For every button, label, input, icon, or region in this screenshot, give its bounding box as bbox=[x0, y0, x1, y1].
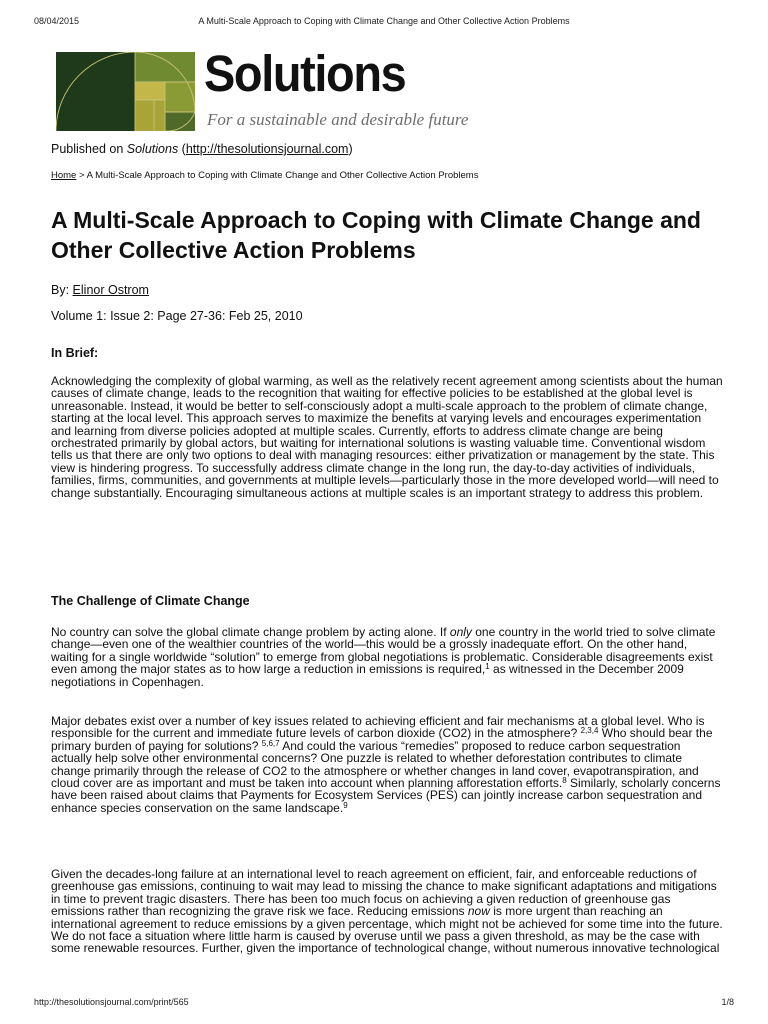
in-brief-heading: In Brief: bbox=[51, 346, 99, 360]
footnote-ref[interactable]: 1 bbox=[485, 662, 490, 672]
p2-text-b: one country in the world tried to solve climate change—even one of the wealthier countries of the world—this would be a grossly inadequate effort. On the other hand, waiting for a single worldwide “solution” to emerge from global negotiations is problematic. Considerable disagreements exist even among the major states as to how large a reduction in emissions is required, bbox=[51, 625, 716, 677]
p2-text-c: as witnessed in the December 2009 negotiations in Copenhagen. bbox=[51, 662, 684, 689]
published-close-paren: ) bbox=[348, 142, 353, 156]
print-header bbox=[34, 16, 734, 30]
breadcrumb bbox=[51, 170, 478, 181]
published-site-name: Solutions bbox=[126, 142, 179, 156]
footnote-ref[interactable]: 2,3,4 bbox=[580, 726, 599, 736]
in-brief-paragraph: Acknowledging the complexity of global warming, as well as the relatively recent agreement among scientists about the human causes of climate change, leads to the recognition that waiting for effective policies to be established at the global level is unreasonable. Instead, it would be better to self-consciously adopt a multi-scale approach to the problem of climate change, starting at the local level. This approach serves to maximize the benefits at varying levels and encourages experimentation and learning from diverse policies adopted at multiple scales. Currently, efforts to address climate change are being orchestrated primarily by global actors, but waiting for international solutions is wasting valuable time. Conventional wisdom tells us that there are only two options to deal with managing resources: either privatization or management by the state. This view is hindering progress. To successfully address climate change in the long run, the day-to-day activities of individuals, families, firms, communities, and governments at multiple levels—particularly those in the more developed world—will need to change substantially. Encouraging simultaneous actions at multiple scales is an important strategy to address this problem. bbox=[51, 374, 723, 500]
golden-spiral-logo-icon bbox=[56, 52, 195, 131]
logo-wordmark: Solutions bbox=[204, 45, 406, 102]
p3-text-c: And could the various “remedies” proposed to reduce carbon sequestration actually help solve other environmental concerns? One puzzle is related to whether deforestation contributes to climate change primarily through the release of CO2 to the atmosphere or whether changes in land cover, evapotranspiration, and cloud cover are as important and must be taken into account when planning afforestation efforts. bbox=[51, 738, 699, 791]
byline-label: By: bbox=[51, 283, 73, 297]
p3-text-b: Who should bear the primary burden of paying for solutions? bbox=[51, 726, 713, 753]
section-heading: The Challenge of Climate Change bbox=[51, 594, 250, 608]
page-number: 1/8 bbox=[721, 997, 734, 1007]
print-page-title: A Multi-Scale Approach to Coping with Climate Change and Other Collective Action Problems bbox=[198, 16, 570, 26]
article-title: A Multi-Scale Approach to Coping with Climate Change and Other Collective Action Problems bbox=[51, 207, 701, 263]
p2-text-a: No country can solve the global climate change problem by acting alone. If bbox=[51, 625, 450, 639]
byline bbox=[51, 283, 149, 297]
published-prefix: Published on bbox=[51, 142, 127, 156]
p2-emphasis: only bbox=[449, 625, 472, 639]
body-paragraph-1 bbox=[51, 626, 723, 688]
footnote-ref[interactable]: 8 bbox=[562, 776, 567, 786]
breadcrumb-current: A Multi-Scale Approach to Coping with Climate Change and Other Collective Action Problems bbox=[86, 170, 479, 181]
logo-tagline: For a sustainable and desirable future bbox=[207, 110, 469, 129]
p4-text-a: Given the decades-long failure at an international level to reach agreement on efficient, fair, and enforceable reductions of greenhouse gas emissions, continuing to wait may lead to missing the chance to make significant adaptations and mitigations in time to prevent tragic disasters. There has been too much focus on achieving a given reduction of greenhouse gas emissions rather than recognizing the grave risk we face. Reducing emissions bbox=[51, 867, 717, 919]
p3-text-d: Similarly, scholarly concerns have been raised about claims that Payments for Ecosystem Services (PES) can jointly increase carbon sequestration and enhance species conservation on the same landscape. bbox=[51, 776, 721, 815]
breadcrumb-separator: > bbox=[76, 170, 87, 181]
footnote-ref[interactable]: 9 bbox=[343, 800, 348, 810]
p4-text-b: is more urgent than reaching an international agreement to reduce emissions by a given percentage, which might not be achieved for some time into the future. We do not face a situation where little harm is caused by overuse until we pass a given threshold, as may be the case with some renewable resources. Further, given the importance of technological change, without numerous innovative technological bbox=[51, 904, 723, 956]
print-footer-url: http://thesolutionsjournal.com/print/565 bbox=[34, 997, 189, 1007]
published-site-link[interactable]: http://thesolutionsjournal.com bbox=[185, 142, 349, 156]
published-open-paren: ( bbox=[178, 142, 186, 156]
body-paragraph-3 bbox=[51, 868, 723, 955]
footnote-ref[interactable]: 5,6,7 bbox=[261, 738, 280, 748]
volume-info: Volume 1: Issue 2: Page 27-36: Feb 25, 2010 bbox=[51, 309, 303, 323]
p4-emphasis: now bbox=[467, 904, 490, 919]
p3-text-a: Major debates exist over a number of key issues related to achieving efficient and fair mechanisms at a global level. Who is responsible for the current and immediate future levels of carbon dioxide (CO2) in the atmosphere? bbox=[51, 714, 705, 741]
body-paragraph-2 bbox=[51, 715, 723, 814]
site-logo[interactable] bbox=[56, 45, 476, 134]
breadcrumb-home-link[interactable]: Home bbox=[51, 170, 77, 181]
published-on bbox=[51, 142, 353, 156]
author-link[interactable]: Elinor Ostrom bbox=[72, 283, 149, 297]
print-date: 08/04/2015 bbox=[34, 16, 80, 26]
